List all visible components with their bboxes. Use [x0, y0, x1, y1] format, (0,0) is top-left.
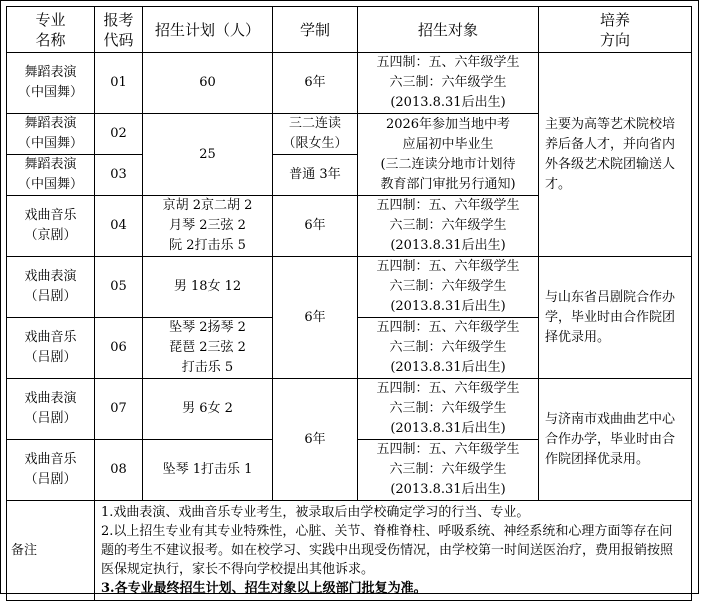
school-system: 普通 3年 [273, 155, 358, 196]
school-system: 6年 [273, 196, 358, 257]
table-row [7, 257, 692, 318]
notes-label: 备注 [7, 501, 95, 601]
header-code: 报考 代码 [95, 7, 143, 53]
notes-row [7, 501, 692, 601]
training-direction: 与山东省吕剧院合作办学，毕业时由合作院团择优录用。 [539, 257, 692, 379]
enroll-plan: 60 [143, 53, 273, 114]
major-name: 戏曲表演 （吕剧） [7, 257, 95, 318]
exam-code: 08 [95, 440, 143, 501]
major-name: 舞蹈表演 （中国舞） [7, 114, 95, 155]
school-system: 6年 [273, 257, 358, 379]
exam-code: 07 [95, 379, 143, 440]
enroll-target: 五四制：五、六年级学生 六三制：六年级学生 (2013.8.31后出生) [358, 257, 539, 318]
enroll-plan: 坠琴 1打击乐 1 [143, 440, 273, 501]
enroll-target: 五四制：五、六年级学生 六三制：六年级学生 (2013.8.31后出生) [358, 440, 539, 501]
major-name: 戏曲表演 （吕剧） [7, 379, 95, 440]
exam-code: 04 [95, 196, 143, 257]
training-direction: 与济南市戏曲曲艺中心合作办学，毕业时由合作院团择优录用。 [539, 379, 692, 501]
major-name: 舞蹈表演 （中国舞） [7, 53, 95, 114]
note-item: 2.以上招生专业有其专业特殊性，心脏、关节、脊椎脊柱、呼吸系统、神经系统和心理方面等存在问题的考生不建议报考。如在校学习、实践中出现受伤情况，由学校第一时间送医治疗，费用报销按照医保规定执行，家长不得向学校提出其他诉求。 [101, 524, 674, 577]
exam-code: 06 [95, 318, 143, 379]
enroll-plan: 男 6女 2 [143, 379, 273, 440]
school-system: 6年 [273, 379, 358, 501]
note-item: 1.戏曲表演、戏曲音乐专业考生，被录取后由学校确定学习的行当、专业。 [101, 505, 530, 520]
major-name: 舞蹈表演 （中国舞） [7, 155, 95, 196]
header-plan: 招生计划（人） [143, 7, 273, 53]
note-item: 3.各专业最终招生计划、招生对象以上级部门批复为准。 [101, 581, 427, 596]
enroll-target: 五四制：五、六年级学生 六三制：六年级学生 (2013.8.31后出生) [358, 379, 539, 440]
exam-code: 01 [95, 53, 143, 114]
exam-code: 05 [95, 257, 143, 318]
major-name: 戏曲音乐 （吕剧） [7, 440, 95, 501]
enroll-plan: 25 [143, 114, 273, 196]
enroll-plan: 京胡 2京二胡 2 月琴 2三弦 2 阮 2打击乐 5 [143, 196, 273, 257]
enroll-plan: 男 18女 12 [143, 257, 273, 318]
header-system: 学制 [273, 7, 358, 53]
major-name: 戏曲音乐 （吕剧） [7, 318, 95, 379]
exam-code: 02 [95, 114, 143, 155]
notes-content [95, 501, 692, 601]
school-system: 6年 [273, 53, 358, 114]
table-row [7, 53, 692, 114]
enroll-plan: 坠琴 2扬琴 2 琵琶 2三弦 2 打击乐 5 [143, 318, 273, 379]
enrollment-table [6, 6, 692, 601]
header-direction: 培养 方向 [539, 7, 692, 53]
enroll-target: 五四制：五、六年级学生 六三制：六年级学生 (2013.8.31后出生) [358, 196, 539, 257]
enroll-target: 五四制：五、六年级学生 六三制：六年级学生 (2013.8.31后出生) [358, 53, 539, 114]
enroll-target: 五四制：五、六年级学生 六三制：六年级学生 (2013.8.31后出生) [358, 318, 539, 379]
header-target: 招生对象 [358, 7, 539, 53]
header-major: 专业 名称 [7, 7, 95, 53]
school-system: 三二连读 （限女生） [273, 114, 358, 155]
training-direction: 主要为高等艺术院校培养后备人才，并向省内外各级艺术院团输送人才。 [539, 53, 692, 257]
enroll-target: 2026年参加当地中考 应届初中毕业生 (三二连读分地市计划待 教育部门审批另行通知) [358, 114, 539, 196]
exam-code: 03 [95, 155, 143, 196]
major-name: 戏曲音乐 （京剧） [7, 196, 95, 257]
table-row [7, 379, 692, 440]
header-row [7, 7, 692, 53]
